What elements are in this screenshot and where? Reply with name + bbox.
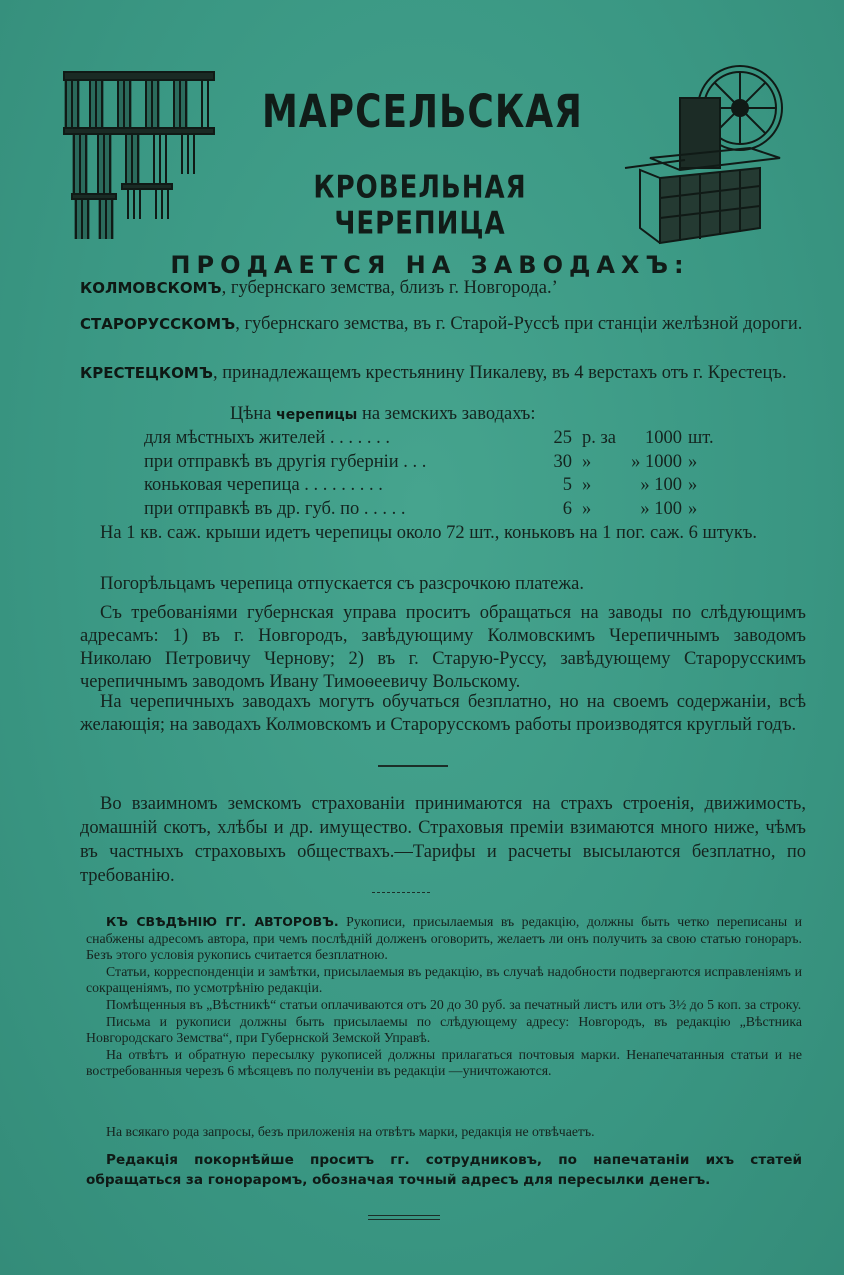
factory-text: , губернскаго земства, близъ г. Новгорода.’ [221,278,558,298]
factory-text: , принадлежащемъ крестьянину Пикалеву, въ 4 верстахъ отъ г. Крестецъ. [212,363,787,383]
authors-p4: Письма и рукописи должны быть присылаемы по слѣдующему адресу: Новгородъ, въ редакцію „Вѣстника Новгородскаго Земства“, при Губернской Земской Управѣ. [86,1013,802,1046]
factory-name: СТАРОРУССКОМЪ [80,315,236,333]
authors-p2: Статьи, корреспонденціи и замѣтки, присылаемыя въ редакцію, въ случаѣ надобности подвергаются исправленіямъ и сокращеніямъ, по усмотрѣнію редакціи. [86,963,802,996]
factory-name: КОЛМОВСКОМЪ [80,279,222,297]
title-line-3: ПРОДАЕТСЯ НА ЗАВОДАХЪ: [170,251,690,279]
title-line-2: КРОВЕЛЬНАЯ ЧЕРЕПИЦА [313,170,527,242]
divider [372,892,430,893]
authors-notice: КЪ СВѢДѢНІЮ ГГ. АВТОРОВЪ. Рукописи, присылаемыя въ редакцію, должны быть четко переписаны и снабжены адресомъ автора, при чемъ послѣдній долженъ оговорить, желаетъ ли онъ получить за свою статью гонораръ. Безъ этого условія рукопись считается безплатною. Статьи, корреспонденціи и замѣтки, присылаемыя въ редакцію, въ случаѣ надобности подвергаются исправленіямъ и сокращеніямъ, по усмотрѣнію редакціи. Помѣщенныя въ „Вѣстникѣ“ статьи оплачиваются отъ 20 до 30 руб. за печатный листъ или отъ 3½ до 5 коп. за строку. Письма и рукописи должны быть присылаемы по слѣдующему адресу: Новгородъ, въ редакцію „Вѣстника Новгородскаго Земства“, при Губернской Земской Управѣ. На отвѣтъ и обратную пересылку рукописей должны прилагаться почтовыя марки. Ненапечатанныя статьи и не востребованныя черезъ 6 мѣсяцевъ по полученіи въ редакціи —уничтожаются. [86,914,802,1079]
tile-press-illustration [620,58,800,248]
factory-kolmovo [80,277,806,300]
insurance-paragraph: Во взаимномъ земскомъ страхованіи принимаются на страхъ строенія, движимость, домашній скотъ, хлѣбы и др. имущество. Страховыя преміи взимаются много ниже, чѣмъ въ частныхъ страховыхъ обществахъ.—Тарифы и расчеты высылаются безплатно, по требованію. [80,794,806,886]
price-table [144,427,714,521]
title-line-1: МАРСЕЛЬСКАЯ [262,86,583,139]
price-row: при отправкѣ въ другія губерніи . . . 30 » » 1000 » [144,451,698,472]
roof-tiles-illustration [62,68,222,243]
price-row: коньковая черепица . . . . . . . . . 5 » » 100 » [144,475,698,495]
training-paragraph: На черепичныхъ заводахъ могутъ обучаться безплатно, но на своемъ содержаніи, всѣ желающія; на заводахъ Колмовскомъ и Старорусскомъ работы производятся круглый годъ. [80,692,806,735]
fire-victims-paragraph: Погорѣльцамъ черепица отпускается съ разсрочкою платежа. [100,574,584,594]
footer-divider [368,1215,440,1216]
price-row: при отправкѣ въ др. губ. по . . . . . 6 » » 100 » [144,498,698,519]
divider [378,765,448,767]
factory-krestcy [80,362,806,385]
authors-p5: На отвѣтъ и обратную пересылку рукописей должны прилагаться почтовыя марки. Ненапечатанныя статьи и не востребованныя черезъ 6 мѣсяцевъ по полученіи въ редакціи —уничтожаются. [86,1046,802,1079]
requests-paragraph: Съ требованіями губернская управа проситъ обращаться на заводы по слѣдующимъ адресамъ: 1) въ г. Новгородъ, завѣдующиму Колмовскимъ Черепичнымъ заводомъ Николаю Петровичу Чернову; 2) въ г. Старую-Руссу, завѣдующему Старорусскимъ черепичнымъ заводомъ Ивану Тимоѳеевичу Вольскому. [80,603,806,692]
price-title: Цѣна черепицы на земскихъ заводахъ: [230,404,536,424]
authors-heading: КЪ СВѢДѢНІЮ ГГ. АВТОРОВЪ. [106,914,339,929]
factory-name: КРЕСТЕЦКОМЪ [80,364,213,382]
factory-staraya-russa [80,313,806,336]
closing-notice: Редакція покорнѣйше проситъ гг. сотрудниковъ, по напечатаніи ихъ статей обращаться за гонораромъ, обозначая точный адресъ для пересылки денегъ. [86,1152,802,1188]
no-stamp-notice: На всякаго рода запросы, безъ приложенія на отвѣтъ марки, редакція не отвѣчаетъ. [106,1124,595,1139]
factory-text: , губернскаго земства, въ г. Старой-Руссѣ при станціи желѣзной дороги. [235,314,803,334]
roof-paragraph: На 1 кв. саж. крыши идетъ черепицы около 72 шт., коньковъ на 1 пог. саж. 6 штукъ. [100,523,758,543]
authors-p3: Помѣщенныя въ „Вѣстникѣ“ статьи оплачиваются отъ 20 до 30 руб. за печатный листъ или отъ 3½ до 5 коп. за строку. [106,996,802,1012]
price-row: для мѣстныхъ жителей . . . . . . . 25 р. за 1000 шт. [144,428,714,448]
